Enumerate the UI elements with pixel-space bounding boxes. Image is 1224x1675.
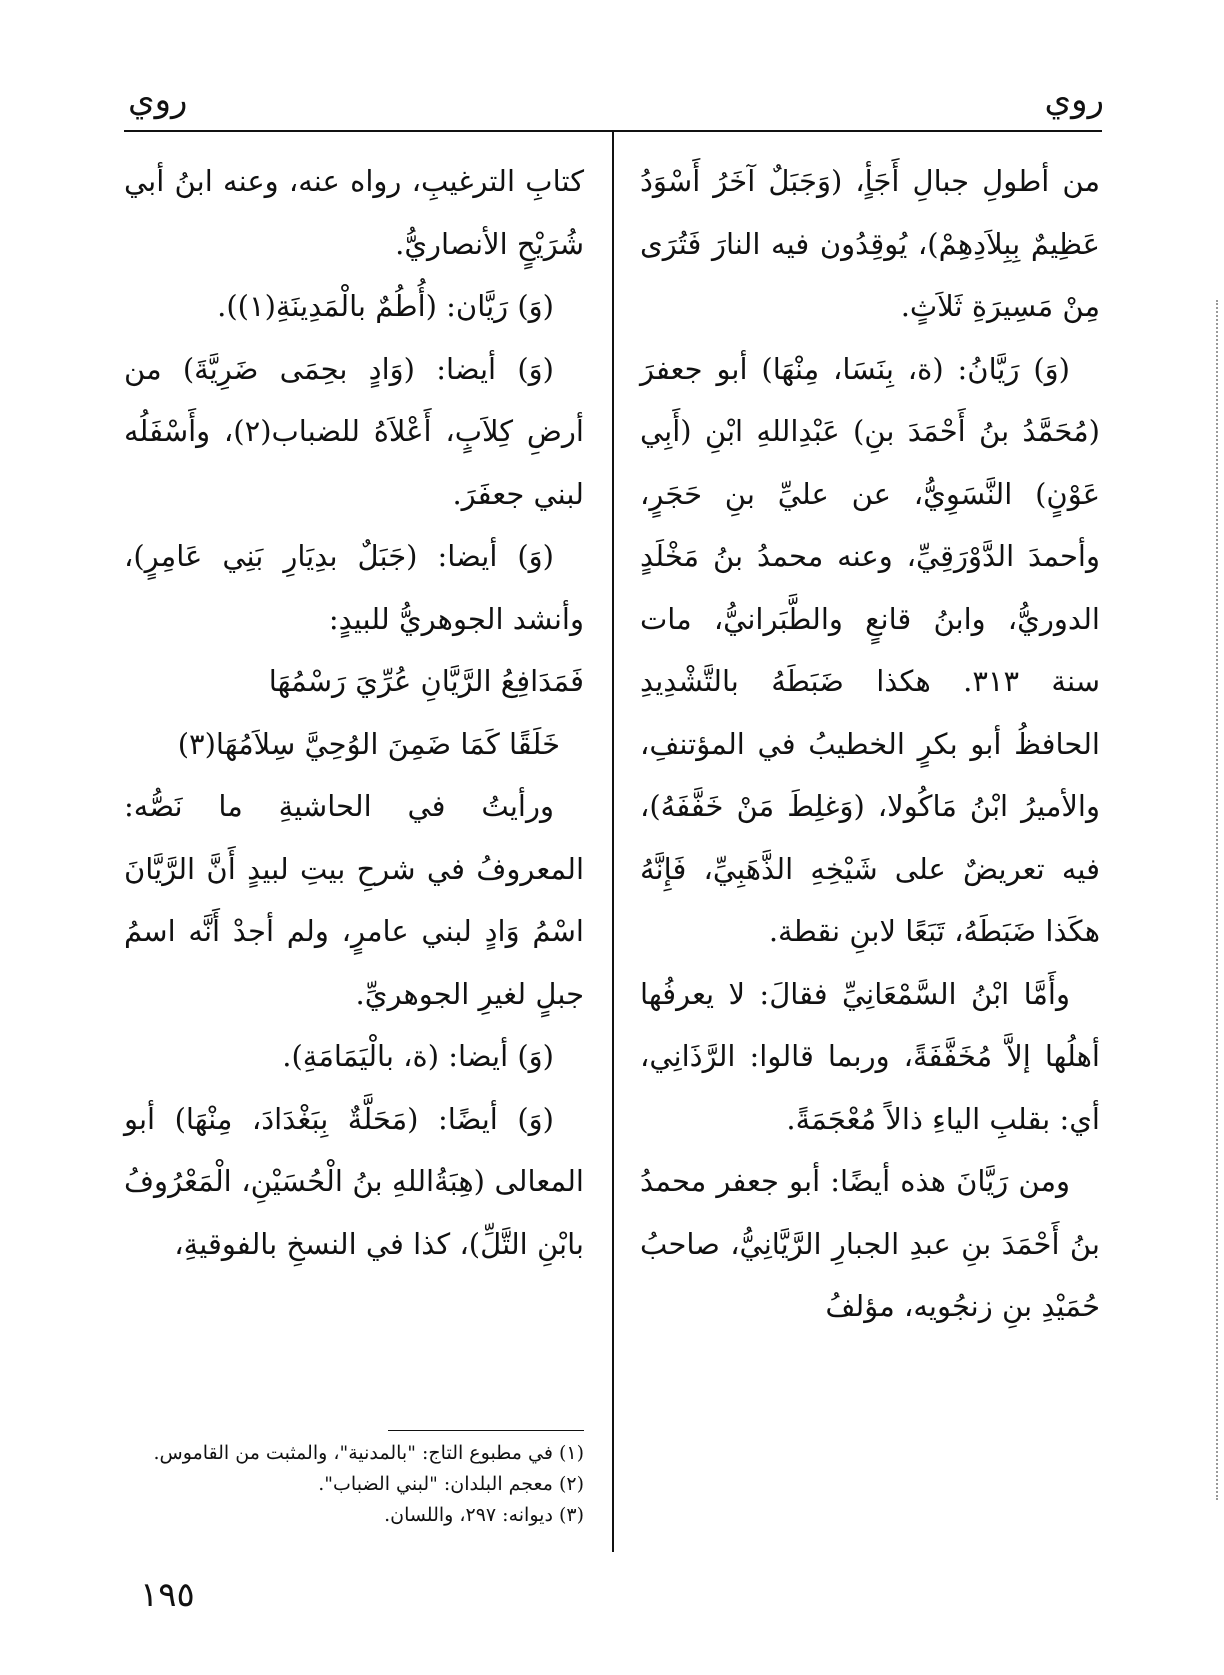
footnotes xyxy=(124,1438,584,1531)
footnote: (١) في مطبوع التاج: "بالمدنية"، والمثبت من القاموس. xyxy=(153,1442,584,1464)
paragraph: (وَ) رَيَّانُ: (ة، بِنَسَا، مِنْهَا) أبو جعفرَ (مُحَمَّدُ بنُ أَحْمَدَ بنِ) عَبْدِاللهِ ابْنِ (أَبِي عَوْنٍ) النَّسَوِيُّ، عن عليِّ بنِ حَجَرٍ، وأحمدَ الدَّوْرَقِيِّ، وعنه محمدُ بنُ مَخْلَدٍ الدوريُّ، وابنُ قانعٍ والطَّبَرانيُّ، مات سنة ٣١٣. هكذا ضَبَطَهُ بالتَّشْدِيدِ الحافظُ أبو بكرٍ الخطيبُ في المؤتنفِ، والأميرُ ابْنُ مَاكُولا، (وَغلِطَ مَنْ خَفَّفَهُ)، فيه تعريضٌ على شَيْخِهِ الذَّهَبِيِّ، فَإِنَّهُ هكَذا ضَبَطَهُ، تَبَعًا لابنِ نقطة. xyxy=(640,351,1100,948)
page-number: ١٩٥ xyxy=(140,1575,195,1615)
footnote-rule xyxy=(388,1430,584,1431)
paragraph: ومن رَيَّانَ هذه أيضًا: أبو جعفر محمدُ بنُ أَحْمَدَ بنِ عبدِ الجبارِ الرَّيَّانِيُّ، صاحبُ حُمَيْدِ بنِ زنجُويه، مؤلفُ xyxy=(640,1164,1100,1323)
paragraph: (وَ) رَيَّان: (أُطُمٌ بالْمَدِينَةِ(١)). xyxy=(217,289,554,323)
paragraph: وأَمَّا ابْنُ السَّمْعَانِيِّ فقالَ: لا يعرفُها أهلُها إلاَّ مُخَفَّفَةً، وربما قالوا: الرَّذَانِي، أي: بقلبِ الياءِ ذالاً مُعْجَمَةً. xyxy=(640,976,1100,1136)
paragraph: (وَ) أيضا: (جَبَلٌ بدِيَارِ بَنِي عَامِرٍ)، وأنشد الجوهريُّ للبيدٍ: xyxy=(124,539,584,636)
running-head-right: روي xyxy=(1044,80,1104,120)
scan-edge-marks xyxy=(1216,300,1218,1500)
paragraph: ورأيتُ في الحاشيةِ ما نَصُّه: المعروفُ في شرحِ بيتِ لبيدٍ أَنَّ الرَّيَّانَ اسْمُ وَادٍ لبني عامرٍ، ولم أجدْ أَنَّه اسمُ جبلٍ لغيرِ الجوهريِّ. xyxy=(124,789,584,1011)
paragraph: (وَ) أيضا: (وَادٍ بحِمَى ضَرِيَّةَ) من أرضِ كِلاَبٍ، أَعْلاَهُ للضباب(٢)، وأَسْفَلُه لبني جعفَرَ. xyxy=(124,351,584,511)
paragraph: (وَ) أيضا: (ة، بالْيَمَامَةِ). xyxy=(282,1039,554,1073)
column-divider xyxy=(612,132,614,1552)
left-column xyxy=(124,150,584,1275)
paragraph: كتابِ الترغيبِ، رواه عنه، وعنه ابنُ أبي شُرَيْحٍ الأنصاريُّ. xyxy=(124,164,584,261)
poem-verse-second-hemistich: خَلَقًا كَمَا ضَمِنَ الوُحِيَّ سِلاَمُهَا(٣) xyxy=(177,726,560,761)
footnote: (٢) معجم البلدان: "لبني الضباب". xyxy=(318,1473,584,1495)
paragraph: (وَ) أيضًا: (مَحَلَّةٌ بِبَغْدَادَ، مِنْهَا) أبو المعالى (هِبَةُاللهِ بنُ الْحُسَيْنِ، الْمَعْرُوفُ بابْنِ التَّلِّ)، كذا في النسخِ بالفوقيةِ، xyxy=(124,1101,584,1261)
running-head-left: روي xyxy=(128,80,188,120)
poem-verse-first-hemistich: فَمَدَافِعُ الرَّيَّانِ عُرِّيَ رَسْمُهَا xyxy=(268,664,584,698)
footnote: (٣) ديوانه: ٢٩٧، واللسان. xyxy=(384,1504,584,1526)
right-column xyxy=(640,150,1100,1338)
paragraph: من أطولِ جبالِ أَجَأٍ، (وَجَبَلٌ آخَرُ أَسْوَدُ عَظِيمٌ بِبِلاَدِهِمْ)، يُوقِدُون فيه النارَ فَتُرَى مِنْ مَسِيرَةِ ثَلاَثٍ. xyxy=(640,164,1100,323)
